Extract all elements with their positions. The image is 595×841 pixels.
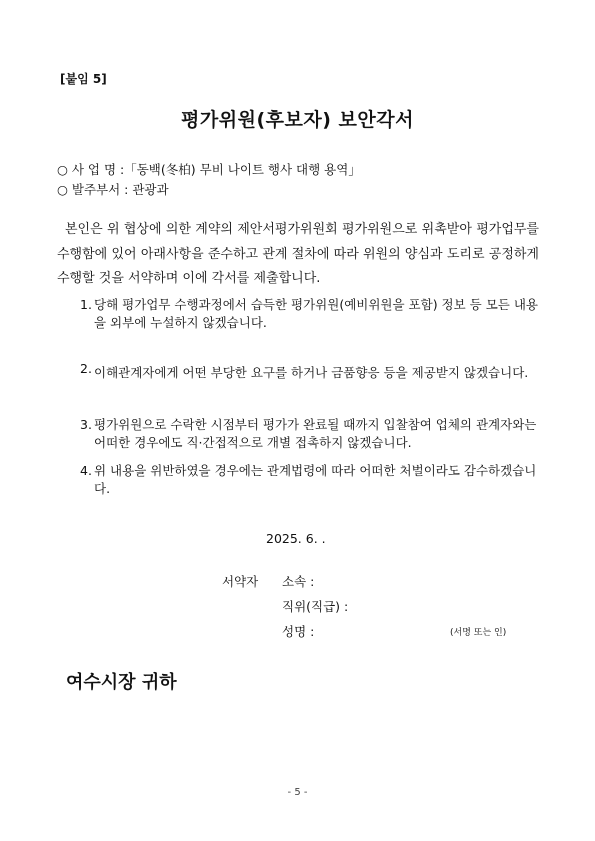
department: ○ 발주부서 : 관광과: [57, 182, 169, 197]
item-number: 4.: [80, 463, 92, 478]
page-number: - 5 -: [287, 787, 308, 798]
pledge-paragraph: 본인은 위 협상에 의한 계약의 제안서평가위원회 평가위원으로 위촉받아 평가업무를 수행함에 있어 아래사항을 준수하고 관계 절차에 따라 위원의 양심과 도리로 공정하게 수행할 것을 서약하며 이에 각서를 제출합니다.: [57, 222, 539, 286]
signature-note: (서명 또는 인): [450, 628, 507, 638]
affiliation-field: [282, 572, 522, 590]
item-number: 2.: [80, 361, 92, 376]
item-number: 3.: [80, 417, 92, 432]
item-text: 당해 평가업무 수행과정에서 습득한 평가위원(예비위원을 포함) 정보 등 모든 내용을 외부에 누설하지 않겠습니다.: [94, 297, 538, 330]
affiliation-label: 소속 :: [282, 574, 315, 589]
item-text: 평가위원으로 수락한 시점부터 평가가 완료될 때까지 입찰참여 업체의 관계자와는 어떠한 경우에도 직·간접적으로 개별 접촉하지 않겠습니다.: [94, 417, 537, 450]
recipient: 여수시장 귀하: [66, 672, 177, 693]
attachment-label: [붙임 5]: [60, 72, 107, 86]
item-number: 1.: [80, 297, 92, 312]
signer-label: 서약자: [222, 574, 259, 589]
pledge-item-3: [80, 416, 540, 452]
pledge-item-1: [80, 296, 540, 332]
document-title: 평가위원(후보자) 보안각서: [181, 109, 414, 131]
pledge-date: 2025. 6. .: [266, 531, 326, 546]
position-label: 직위(직급) :: [282, 599, 349, 614]
position-field: [282, 597, 522, 615]
name-label: 성명 :: [282, 624, 315, 639]
project-name: ○ 사 업 명 :「동백(冬柏) 무비 나이트 행사 대행 용역」: [57, 162, 361, 177]
pledge-item-4: [80, 462, 540, 498]
item-text: 위 내용을 위반하였을 경우에는 관계법령에 따라 어떠한 처벌이라도 감수하겠습니다.: [94, 463, 537, 496]
item-text: 이해관계자에게 어떤 부당한 요구를 하거나 금품향응 등을 제공받지 않겠습니다.: [94, 365, 529, 380]
pledge-item-2: [80, 360, 540, 386]
